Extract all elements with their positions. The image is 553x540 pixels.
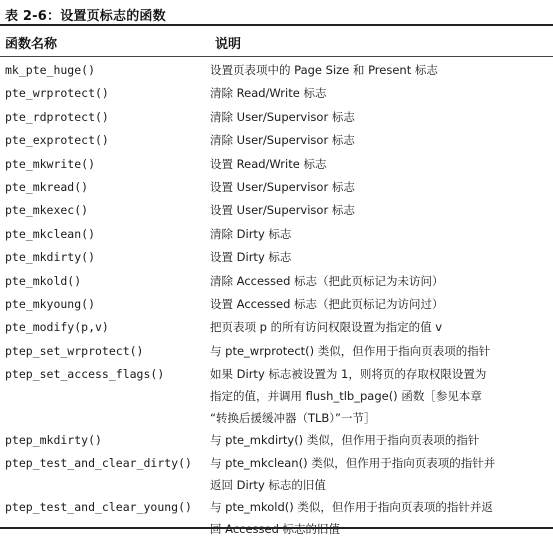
table-row xyxy=(0,363,553,429)
top-rule xyxy=(0,24,553,26)
function-description: 清除 User/Supervisor 标志 xyxy=(210,109,355,124)
table-row xyxy=(0,429,553,452)
function-name: pte_wrprotect() xyxy=(5,86,109,101)
function-description: 设置页表项中的 Page Size 和 Present 标志 xyxy=(210,63,438,77)
function-description: 与 pte_mkdirty() 类似，但作用于指向页表项的指针 xyxy=(210,433,480,448)
table-row xyxy=(0,153,553,176)
function-description: 与 pte_mkclean() 类似，但作用于指向页表项的指针并 返回 Dirty 标志的旧值 xyxy=(210,456,496,493)
table-row xyxy=(0,59,553,82)
header-rule xyxy=(0,56,553,57)
table-caption: 表 2-6：设置页标志的函数 xyxy=(5,9,166,24)
table-row xyxy=(0,223,553,246)
function-name: pte_mkyoung() xyxy=(5,296,96,311)
table-row xyxy=(0,82,553,105)
function-description: 设置 Dirty 标志 xyxy=(210,250,292,265)
function-name: ptep_set_access_flags() xyxy=(5,367,165,382)
table-row xyxy=(0,246,553,269)
table-row xyxy=(0,452,553,496)
function-name: pte_exprotect() xyxy=(5,133,109,148)
function-description: 清除 User/Supervisor 标志 xyxy=(210,133,355,148)
function-name: mk_pte_huge() xyxy=(5,63,96,77)
function-name: pte_mkwrite() xyxy=(5,156,96,171)
table-row xyxy=(0,496,553,540)
table-body xyxy=(0,59,553,540)
function-description: 清除 Read/Write 标志 xyxy=(210,86,327,101)
function-name: pte_mkold() xyxy=(5,273,82,288)
table-row xyxy=(0,106,553,129)
table-row xyxy=(0,293,553,316)
function-description: 如果 Dirty 标志被设置为 1，则将页的存取权限设置为 指定的值，并调用 flush_tlb_page() 函数［参见本章 “转换后援缓冲器（TLB）”一节］ xyxy=(210,367,487,426)
table-row xyxy=(0,129,553,152)
function-name: pte_mkclean() xyxy=(5,226,96,241)
function-name: pte_mkdirty() xyxy=(5,250,96,265)
table-row xyxy=(0,199,553,222)
function-name: pte_rdprotect() xyxy=(5,109,109,124)
function-name: ptep_test_and_clear_dirty() xyxy=(5,456,192,471)
function-name: ptep_test_and_clear_young() xyxy=(5,500,192,515)
function-name: pte_modify(p,v) xyxy=(5,320,109,335)
function-description: 清除 Dirty 标志 xyxy=(210,226,292,241)
table-row xyxy=(0,176,553,199)
table-row xyxy=(0,340,553,363)
function-description: 设置 Read/Write 标志 xyxy=(210,156,327,171)
function-description: 设置 Accessed 标志（把此页标记为访问过） xyxy=(210,296,444,311)
table-row xyxy=(0,316,553,339)
function-description: 设置 User/Supervisor 标志 xyxy=(210,179,355,194)
function-description: 把页表项 p 的所有访问权限设置为指定的值 v xyxy=(210,320,443,335)
function-name: ptep_set_wrprotect() xyxy=(5,343,144,358)
function-name: ptep_mkdirty() xyxy=(5,433,102,448)
bottom-rule xyxy=(0,527,553,529)
function-description: 与 pte_mkold() 类似，但作用于指向页表项的指针并返 回 Accessed 标志的旧值 xyxy=(210,500,493,537)
header-function-name: 函数名称 xyxy=(5,37,58,52)
table-row xyxy=(0,270,553,293)
header-description: 说明 xyxy=(215,37,242,52)
function-description: 清除 Accessed 标志（把此页标记为未访问） xyxy=(210,273,444,288)
function-description: 设置 User/Supervisor 标志 xyxy=(210,203,355,218)
function-name: pte_mkread() xyxy=(5,179,89,194)
function-description: 与 pte_wrprotect() 类似，但作用于指向页表项的指针 xyxy=(210,343,491,358)
function-name: pte_mkexec() xyxy=(5,203,89,218)
